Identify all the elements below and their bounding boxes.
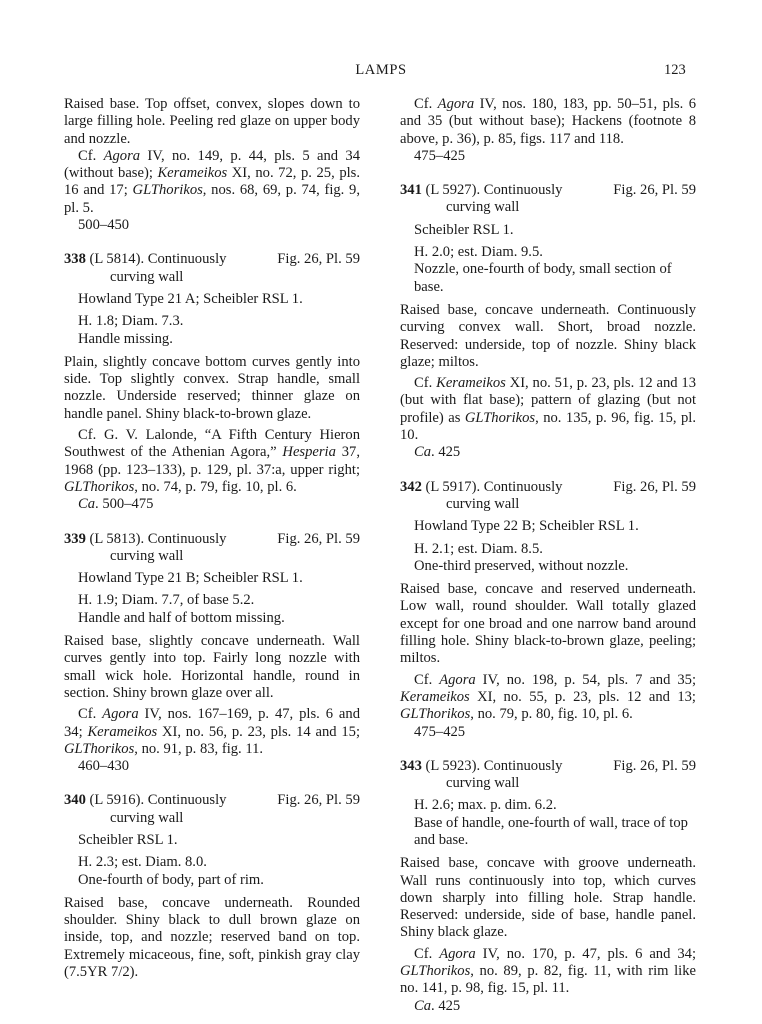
entry-cf: Cf. Kerameikos XI, no. 51, p. 23, pls. 12 and 13 (but with flat base); pattern of glazing (but not profile) as GLThorikos, no. 135, p. 96, fig. 15, pl. 10. bbox=[400, 375, 697, 444]
entry-number: 339 bbox=[64, 530, 86, 547]
intro-cf: Cf. Agora IV, nos. 180, 183, pp. 50–51, pls. 6 and 35 (but without base); Hackens (footnote 8 above, p. 36), p. 85, figs. 117 and 118. bbox=[400, 96, 696, 147]
catalogue-entry-339 bbox=[64, 531, 360, 776]
entry-dimensions: H. 2.0; est. Diam. 9.5. bbox=[414, 244, 543, 261]
entry-description: Raised base, slightly concave underneath. Wall curves gently into top. Fairly long nozzle with small wick hole. Horizontal handle, round in section. Shiny brown glaze over all. bbox=[64, 633, 360, 701]
left-column bbox=[64, 96, 360, 981]
entry-preservation: Nozzle, one-fourth of body, small section of base. bbox=[414, 261, 672, 295]
entry-type: Scheibler RSL 1. bbox=[414, 221, 514, 238]
entry-dimensions: H. 1.8; Diam. 7.3. bbox=[78, 313, 184, 330]
entry-date: Ca. 500–475 bbox=[78, 496, 154, 513]
entry-cf: Cf. Agora IV, nos. 167–169, p. 47, pls. 6 and 34; Kerameikos XI, no. 56, p. 23, pls. 14 and 15; GLThorikos, no. 91, p. 83, fig. 11. bbox=[64, 706, 360, 757]
right-column bbox=[400, 96, 696, 1015]
figure-plate-refs: Fig. 26, Pl. 59 bbox=[613, 478, 696, 495]
entry-dimensions: H. 2.6; max. p. dim. 6.2. bbox=[414, 797, 557, 814]
entry-date: 460–430 bbox=[78, 758, 130, 775]
entry-number: 340 bbox=[64, 792, 86, 809]
entry-date: 475–425 bbox=[414, 723, 466, 740]
catalogue-entry-343 bbox=[400, 758, 696, 1015]
entry-preservation: One-third preserved, without nozzle. bbox=[414, 557, 629, 574]
entry-heading: 343 (L 5923). Continuously curving wall Fig. 26, Pl. 59 bbox=[400, 757, 696, 792]
intro-date: 500–450 bbox=[78, 217, 130, 234]
entry-heading: 340 (L 5916). Continuously curving wall Fig. 26, Pl. 59 bbox=[64, 792, 360, 826]
figure-plate-refs: Fig. 26, Pl. 59 bbox=[277, 530, 360, 547]
entry-description: Raised base, concave underneath. Rounded shoulder. Shiny black to dull brown glaze on inside, top, and nozzle; reserved band on top. Extremely micaceous, fine, soft, pinkish gray clay (7.5YR 7/2). bbox=[64, 894, 360, 981]
entry-preservation: Base of handle, one-fourth of wall, trace of top and base. bbox=[414, 814, 688, 848]
intro-description: Raised base. Top offset, convex, slopes down to large filling hole. Peeling red glaze on upper body and nozzle. bbox=[64, 96, 360, 147]
entry-heading: 339 (L 5813). Continuously curving wall Fig. 26, Pl. 59 bbox=[64, 530, 360, 564]
entry-type: Howland Type 21 A; Scheibler RSL 1. bbox=[78, 290, 303, 307]
entry-cf: Cf. G. V. Lalonde, “A Fifth Century Hieron Southwest of the Athenian Agora,” Hesperia 37, 1968 (pp. 123–133), p. 129, pl. 37:a, upper right; GLThorikos, no. 74, p. 79, fig. 10, pl. 6. bbox=[64, 427, 360, 495]
entry-type: Scheibler RSL 1. bbox=[78, 831, 178, 848]
entry-preservation: Handle and half of bottom missing. bbox=[78, 609, 285, 626]
entry-description: Raised base, concave and reserved underneath. Low wall, round shoulder. Wall totally glazed except for one broad and one narrow band around filling hole. Shiny black-to-brown glaze, peeling; miltos. bbox=[400, 581, 696, 667]
entry-number: 342 bbox=[400, 478, 422, 495]
entry-heading: 338 (L 5814). Continuously curving wall Fig. 26, Pl. 59 bbox=[64, 251, 360, 285]
entry-description: Plain, slightly concave bottom curves gently into side. Top slightly convex. Strap handle, small nozzle. Underside reserved; thinner glaze on handle panel. Shiny black-to-brown glaze. bbox=[64, 353, 360, 422]
figure-plate-refs: Fig. 26, Pl. 59 bbox=[277, 792, 360, 809]
entry-dimensions: H. 2.3; est. Diam. 8.0. bbox=[78, 854, 207, 871]
entry-date: Ca. 425 bbox=[414, 444, 461, 461]
figure-plate-refs: Fig. 26, Pl. 59 bbox=[613, 182, 696, 199]
entry-preservation: Handle missing. bbox=[78, 330, 173, 347]
entry-type: Howland Type 22 B; Scheibler RSL 1. bbox=[414, 518, 639, 535]
entry-dimensions: H. 1.9; Diam. 7.7, of base 5.2. bbox=[78, 592, 255, 609]
entry-cf: Cf. Agora IV, no. 170, p. 47, pls. 6 and 34; GLThorikos, no. 89, p. 82, fig. 11, with rim like no. 141, p. 98, fig. 15, pl. 11. bbox=[400, 945, 696, 997]
entry-number: 341 bbox=[400, 182, 422, 199]
intro-cf: Cf. Agora IV, no. 149, p. 44, pls. 5 and 34 (without base); Kerameikos XI, no. 72, p. 25, pls. 16 and 17; GLThorikos, nos. 68, 69, p. 74, fig. 9, pl. 5. bbox=[64, 147, 360, 216]
figure-plate-refs: Fig. 26, Pl. 59 bbox=[277, 251, 360, 268]
catalogue-entry-341 bbox=[400, 182, 696, 461]
entry-description: Raised base, concave underneath. Continuously curving convex wall. Short, broad nozzle. Reserved: underside, top of nozzle. Shiny black glaze; miltos. bbox=[400, 301, 696, 370]
entry-heading: 341 (L 5927). Continuously curving wall Fig. 26, Pl. 59 bbox=[400, 182, 696, 216]
entry-number: 338 bbox=[64, 251, 86, 268]
page-number: 123 bbox=[664, 62, 686, 78]
entry-preservation: One-fourth of body, part of rim. bbox=[78, 871, 264, 888]
entry-dimensions: H. 2.1; est. Diam. 8.5. bbox=[414, 540, 543, 557]
figure-plate-refs: Fig. 26, Pl. 59 bbox=[613, 757, 696, 774]
catalogue-entry-338 bbox=[64, 251, 360, 513]
intro-date: 475–425 bbox=[414, 147, 466, 164]
catalogue-entry-340 bbox=[64, 792, 360, 981]
entry-number: 343 bbox=[400, 757, 422, 774]
entry-cf: Cf. Agora IV, no. 198, p. 54, pls. 7 and 35; Kerameikos XI, no. 55, p. 23, pls. 12 and 13; GLThorikos, no. 79, p. 80, fig. 10, pl. 6. bbox=[400, 671, 696, 723]
entry-heading: 342 (L 5917). Continuously curving wall Fig. 26, Pl. 59 bbox=[400, 478, 696, 512]
entry-description: Raised base, concave with groove underneath. Wall runs continuously into top, which curves down sharply into filling hole. Strap handle. Reserved: underside, side of base, handle panel. Shiny black glaze. bbox=[400, 855, 696, 941]
entry-type: Howland Type 21 B; Scheibler RSL 1. bbox=[78, 570, 303, 587]
catalogue-entry-342 bbox=[400, 479, 696, 741]
entry-date: Ca. 425 bbox=[414, 997, 461, 1014]
running-head: LAMPS bbox=[355, 62, 407, 78]
